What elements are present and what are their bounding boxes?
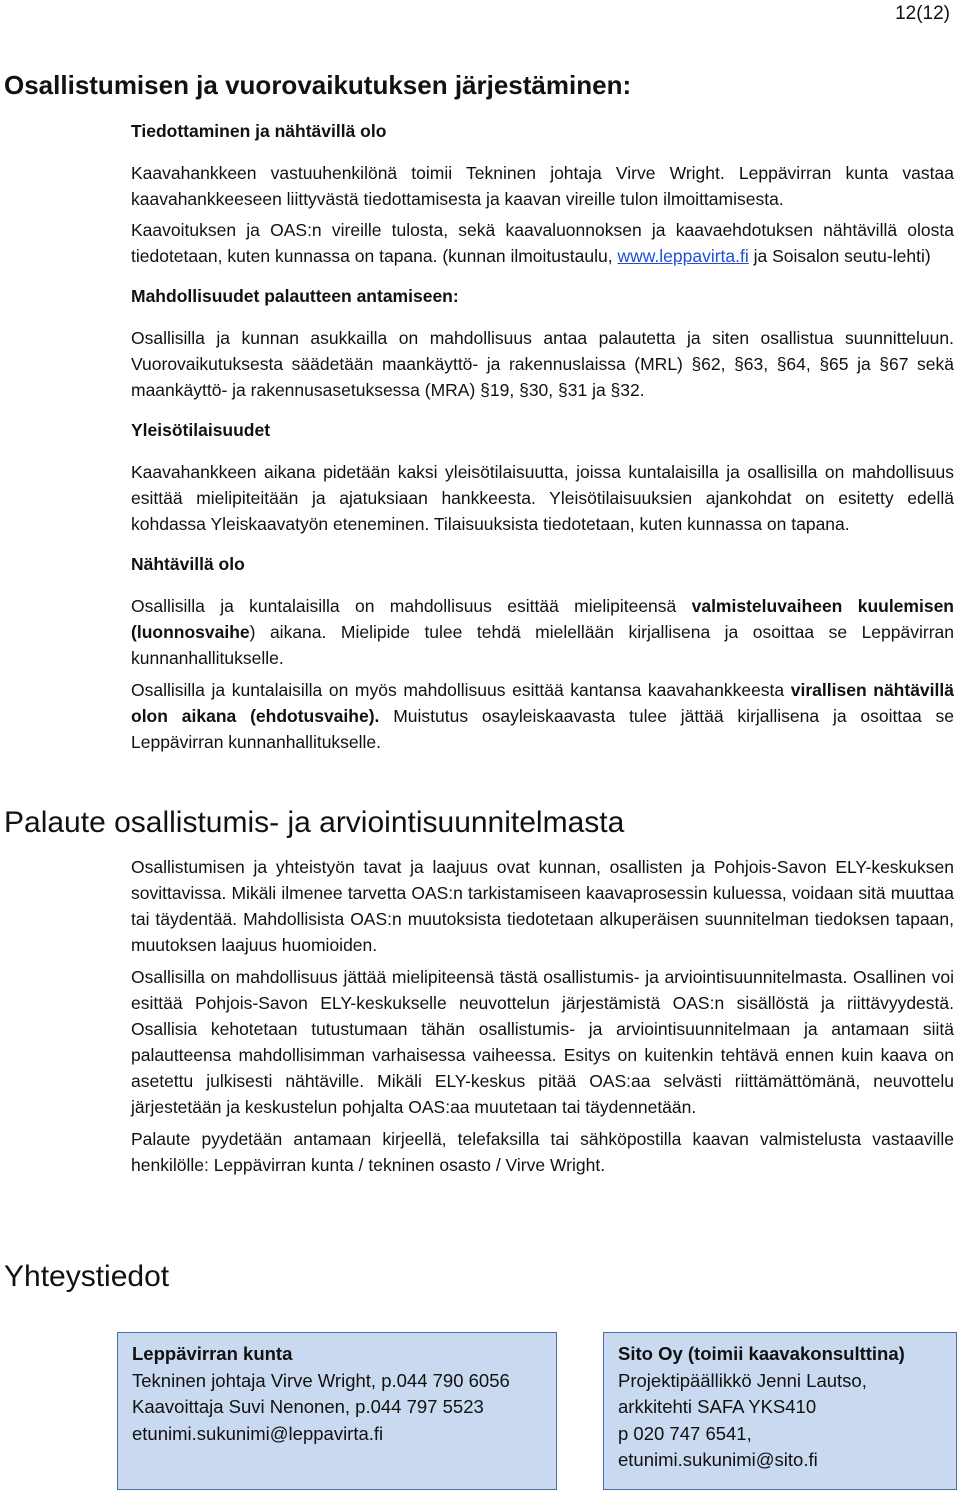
contact-line: Projektipäällikkö Jenni Lautso, [618,1369,867,1391]
contact-line: arkkitehti SAFA YKS410 [618,1396,817,1417]
paragraph-proposal-stage: Osallisilla ja kuntalaisilla on myös mahdollisuus esittää kantansa kaavahankkeesta virallisen nähtävillä olon aikana (ehdotusvaihe). Muistutus osayleiskaavasta tulee jättää kirjallisena ja osoittaa se Leppävirran kunnanhallitukselle. [131,680,954,752]
contact-line: Kaavoittaja Suvi Nenonen, p.044 797 5523 [132,1396,484,1417]
paragraph-cooperation: Osallistumisen ja yhteistyön tavat ja laajuus ovat kunnan, osallisten ja Pohjois-Savon ELY-keskuksen sovittavissa. Mikäli ilmenee tarvetta OAS:n tarkistamiseen kaavaprosessin kuluessa, voidaan sitä muuttaa tai täydentää. Mahdollisista OAS:n muutoksista tiedotetaan alkuperäisen suunnitelman tiedoksen tapaan, muutoksen laajuus huomioiden. [131,857,954,955]
contact-org-name: Sito Oy (toimii kaavakonsulttina) [618,1343,905,1364]
paragraph-public-events: Kaavahankkeen aikana pidetään kaksi yleisötilaisuutta, joissa kuntalaisilla ja osallisilla on mahdollisuus esittää mielipiteitään ja ajatuksiaan hankkeesta. Yleisötilaisuuksien ajankohdat on esitetty edellä kohdassa Yleiskaavatyön eteneminen. Tilaisuuksista tiedotetaan, kuten kunnassa on tapana. [131,462,954,534]
contact-email: etunimi.sukunimi@leppavirta.fi [132,1422,384,1444]
page-number: 12(12) [895,3,950,24]
contact-email: etunimi.sukunimi@sito.fi [618,1449,818,1470]
section-title-contacts: Yhteystiedot [4,1260,170,1293]
paragraph-responsible-person: Kaavahankkeen vastuuhenkilönä toimii Tekninen johtaja Virve Wright. Leppävirran kunta vastaa kaavahankkeeseen liittyvästä tiedottamisesta ja kaavan vireille tulon ilmoittamisesta. [131,163,954,209]
contact-org-name: Leppävirran kunta [132,1343,293,1364]
section-participation-body [131,118,954,755]
paragraph-opinions: Osallisilla on mahdollisuus jättää mielipiteensä tästä osallistumis- ja arviointisuunnitelmasta. Osallinen voi esittää Pohjois-Savon ELY-keskukselle neuvottelun järjestämistä OAS:n sisällöstä ja riittävyydestä. Osallisia kehotetaan tutustumaan tähän osallistumis- ja arviointisuunnitelmaan ja antamaan siitä palautteensa mahdollisimman varhaisessa vaiheessa. Esitys on kuitenkin tehtävä ennen kuin kaava on asetettu julkisesti nähtäville. Mikäli ELY-keskus pitää OAS:aa selvästi riittämättömänä, neuvottelu järjestetään ja keskustelun pohjalta OAS:aa muutetaan tai täydennetään. [131,967,954,1117]
subheading-feedback-options: Mahdollisuudet palautteen antamiseen: [131,286,459,306]
leppavirta-website-link[interactable]: www.leppavirta.fi [617,246,749,266]
section-title-feedback: Palaute osallistumis- ja arviointisuunnitelmasta [4,806,625,839]
contact-line: Tekninen johtaja Virve Wright, p.044 790 6056 [132,1369,510,1391]
paragraph-feedback-request: Palaute pyydetään antamaan kirjeellä, telefaksilla tai sähköpostilla kaavan valmistelusta vastaaville henkilölle: Leppävirran kunta / tekninen osasto / Virve Wright. [131,1129,954,1175]
subheading-informing: Tiedottaminen ja nähtävillä olo [131,121,387,141]
contact-box-municipality [117,1332,557,1490]
paragraph-feedback: Osallisilla ja kunnan asukkailla on mahdollisuus antaa palautetta ja siten osallistua suunnitteluun. Vuorovaikutuksesta säädetään maankäyttö- ja rakennuslaissa (MRL) §62, §63, §64, §65 ja §67 sekä maankäyttö- ja rakennusasetuksessa (MRA) §19, §30, §31 ja §32. [131,328,954,400]
section-title-participation: Osallistumisen ja vuorovaikutuksen järjestäminen: [4,70,632,100]
paragraph-draft-stage: Osallisilla ja kuntalaisilla on mahdollisuus esittää mielipiteensä valmisteluvaiheen kuulemisen (luonnosvaihe) aikana. Mielipide tulee tehdä mielellään kirjallisena ja osoittaa se Leppävirran kunnanhallitukselle. [131,596,954,668]
paragraph-announcements: Kaavoituksen ja OAS:n vireille tulosta, sekä kaavaluonnoksen ja kaavaehdotuksen nähtävillä olosta tiedotetaan, kuten kunnassa on tapana. (kunnan ilmoitustaulu, www.leppavirta.fi ja Soisalon seutu-lehti) [131,220,954,266]
subheading-public-events: Yleisötilaisuudet [131,420,271,440]
section-feedback-body [131,854,954,1178]
contact-phone: p 020 747 6541, [618,1422,752,1444]
contact-box-consultant [603,1332,957,1490]
subheading-on-display: Nähtävillä olo [131,554,245,574]
